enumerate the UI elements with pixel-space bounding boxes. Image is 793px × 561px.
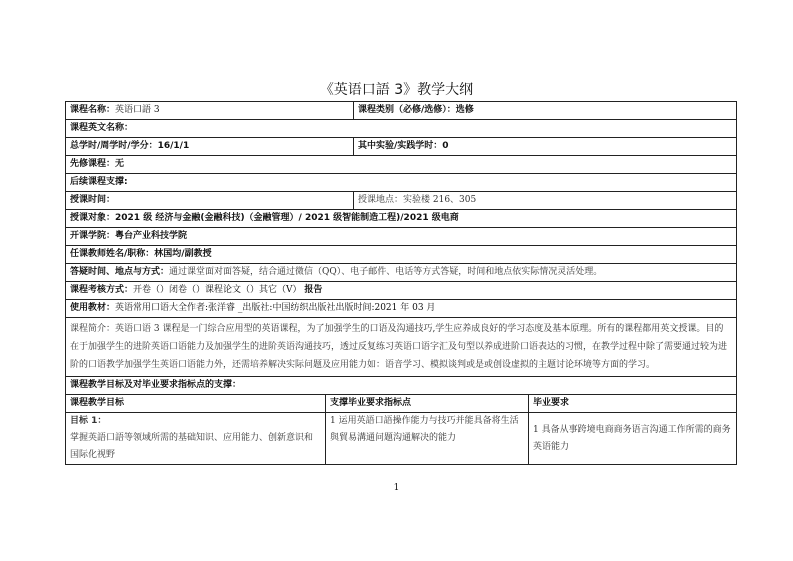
objectives-heading: 课程教学目标及对毕业要求指标点的支撑： <box>66 377 737 395</box>
header-goal: 课程教学目标 <box>66 395 326 413</box>
course-name: 课程名称：英语口語 3 <box>66 102 354 120</box>
teaching-place: 授课地点：实验楼 216、305 <box>354 192 737 210</box>
header-indicator: 支撑毕业要求指标点 <box>326 395 529 413</box>
exam-method: 课程考核方式：开卷（）闭卷（）课程论文（）其它（V） 报告 <box>66 282 737 300</box>
teaching-time: 授课时间： <box>66 192 354 210</box>
hours: 总学时/周学时/学分：16/1/1 <box>66 138 354 156</box>
goal-cell: 目标 1： 掌握英語口語等领域所需的基础知识、应用能力、创新意识和国际化视野 <box>66 413 326 465</box>
english-name: 课程英文名称： <box>66 120 737 138</box>
syllabus-table <box>65 101 737 465</box>
document-title: 《英语口語 3》教学大纲 <box>319 82 474 98</box>
target-students: 授课对象：2021 级 经济与金融(金融科技)（金融管理）/ 2021 级智能制造工程)/2021 级电商 <box>66 210 737 228</box>
teacher: 任课教师姓名/职称：林国均/副教授 <box>66 246 737 264</box>
course-intro: 课程简介：英语口语 3 课程是一门综合应用型的英语课程，为了加强学生的口语及沟通技巧,学生应养成良好的学习态度及基本原理。所有的课程都用英文授课。目的在于加强学生的进阶英语口语能力及加强学生的进阶英语沟通技巧，透过反复练习英语口语字汇及句型以养成进阶口语表达的习惯，在教学过程中除了需要通过较为进阶的口语教学加强学生英语口语能力外，还需培养解决实际问题及应用能力如：语音学习、模拟谈判或是或创设虚拟的主题讨论环境等方面的学习。 <box>66 318 737 377</box>
college: 开课学院：粤台产业科技学院 <box>66 228 737 246</box>
lab-hours: 其中实验/实践学时：0 <box>354 138 737 156</box>
requirement-cell: 1 具备从事跨境电商商务语言沟通工作所需的商务英语能力 <box>529 413 737 465</box>
course-category: 课程类别（必修/选修）：选修 <box>354 102 737 120</box>
indicator-cell: 1 运用英語口語操作能力与技巧并能具备将生活與貿易溝通问題沟通解决的能力 <box>326 413 529 465</box>
follow-up-courses: 后续课程支撑: <box>66 174 737 192</box>
textbook: 使用教材：英语常用口语大全作者:张洋睿 _出版社:中国纺织出版社出版时间:2021 年 03 月 <box>66 300 737 318</box>
header-requirement: 毕业要求 <box>529 395 737 413</box>
page-number: 1 <box>393 483 400 493</box>
prerequisite: 先修课程：无 <box>66 156 737 174</box>
qa-info: 答疑时间、地点与方式：通过课堂面对面答疑，结合通过微信（QQ）、电子邮件、电话等方式答疑，时间和地点依实际情况灵活处理。 <box>66 264 737 282</box>
